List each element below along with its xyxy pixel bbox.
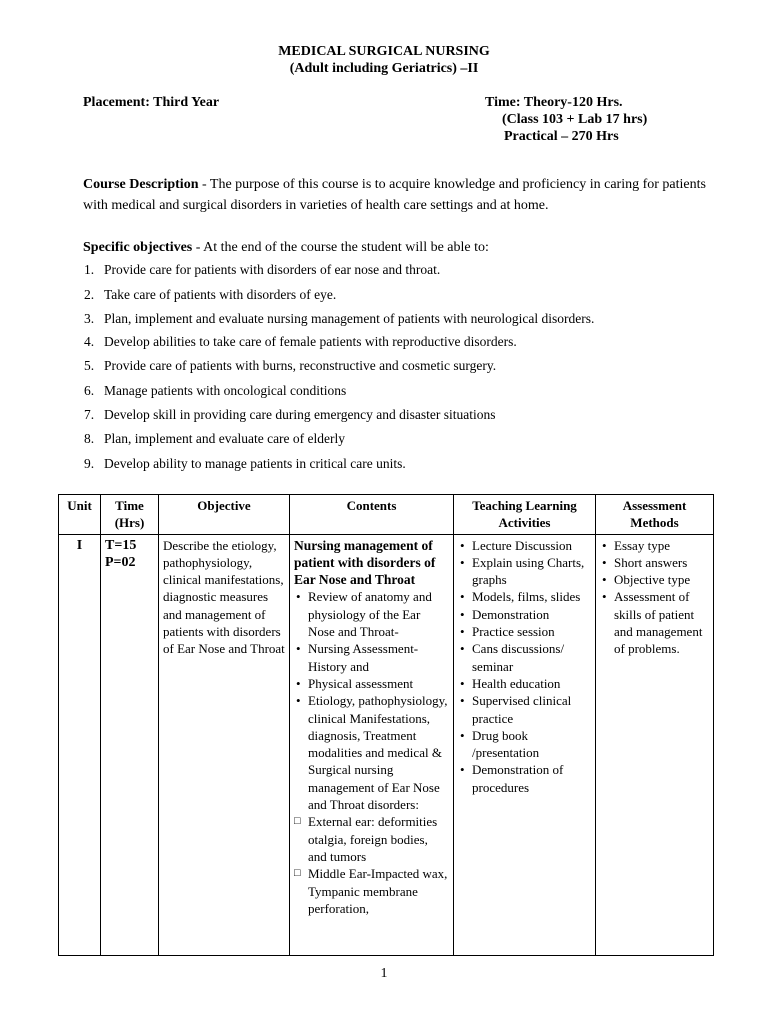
assessment-cell <box>596 534 714 955</box>
list-item: • Explain using Charts, graphs <box>458 554 591 589</box>
objective-item: 2. Take care of patients with disorders of eye. <box>84 287 337 302</box>
assessment-list <box>600 537 709 658</box>
list-item: □ Middle Ear-Impacted wax, Tympanic membrane perforation, <box>294 865 449 917</box>
objective-item: 7. Develop skill in providing care during emergency and disaster situations <box>84 407 496 422</box>
time-practical-value: P=02 <box>105 554 136 570</box>
contents-list <box>294 588 449 813</box>
list-item: • Review of anatomy and physiology of the Ear Nose and Throat- <box>294 588 449 640</box>
objective-item: 5. Provide care of patients with burns, reconstructive and cosmetic surgery. <box>84 358 497 373</box>
syllabus-table <box>58 494 714 956</box>
list-item: • Etiology, pathophysiology, clinical Manifestations, diagnosis, Treatment modalities and medical & Surgical nursing management of Ear Nose and Throat disorders: <box>294 692 449 813</box>
course-description-label: Course Description <box>83 177 199 192</box>
header-unit: Unit <box>59 495 101 535</box>
objective-item: 6. Manage patients with oncological conditions <box>84 383 347 398</box>
activities-list <box>458 537 591 796</box>
list-item: • Essay type <box>600 537 709 554</box>
header-teaching: Teaching Learning Activities <box>454 495 596 535</box>
time-class: (Class 103 + Lab 17 hrs) <box>502 112 648 127</box>
objective-item: 8. Plan, implement and evaluate care of elderly <box>84 431 346 446</box>
list-item: • Assessment of skills of patient and management of problems. <box>600 588 709 657</box>
list-item: • Demonstration of procedures <box>458 761 591 796</box>
table-row <box>59 534 714 955</box>
objective-item: 3. Plan, implement and evaluate nursing management of patients with neurological disorders. <box>84 311 595 326</box>
course-description <box>83 174 713 216</box>
contents-cell <box>290 534 454 955</box>
unit-cell: I <box>59 534 101 955</box>
header-objective: Objective <box>159 495 290 535</box>
activities-cell <box>454 534 596 955</box>
document-subtitle: (Adult including Geriatrics) –II <box>289 61 479 76</box>
list-item: • Drug book /presentation <box>458 727 591 762</box>
list-item: • Practice session <box>458 623 591 640</box>
list-item: • Physical assessment <box>294 675 449 692</box>
specific-objectives-intro: - At the end of the course the student will be able to: <box>192 240 489 255</box>
header-contents: Contents <box>290 495 454 535</box>
specific-objectives <box>83 237 713 258</box>
header-assessment: Assessment Methods <box>596 495 714 535</box>
list-item: • Demonstration <box>458 606 591 623</box>
contents-heading: Nursing management of patient with disorders of Ear Nose and Throat <box>294 537 436 588</box>
list-item: □ External ear: deformities otalgia, foreign bodies, and tumors <box>294 813 449 865</box>
list-item: • Lecture Discussion <box>458 537 591 554</box>
list-item: • Short answers <box>600 554 709 571</box>
objective-item: 1. Provide care for patients with disorders of ear nose and throat. <box>84 262 441 277</box>
list-item: • Nursing Assessment-History and <box>294 640 449 675</box>
header-time: Time (Hrs) <box>101 495 159 535</box>
time-theory-value: T=15 <box>105 537 137 553</box>
list-item: • Objective type <box>600 571 709 588</box>
list-item: • Cans discussions/ seminar <box>458 640 591 675</box>
objective-item: 9. Develop ability to manage patients in critical care units. <box>84 456 406 471</box>
time-cell <box>101 534 159 955</box>
objective-cell: Describe the etiology, pathophysiology, clinical manifestations, diagnostic measures and management of patients with disorders of Ear Nose and Throat <box>159 534 290 955</box>
course-description-text: - The purpose of this course is to acquire knowledge and proficiency in caring for patients with medical and surgical disorders in varieties of health care settings and at home. <box>83 177 706 213</box>
list-item: • Health education <box>458 675 591 692</box>
objective-item: 4. Develop abilities to take care of female patients with reproductive disorders. <box>84 334 517 349</box>
list-item: • Supervised clinical practice <box>458 692 591 727</box>
list-item: • Models, films, slides <box>458 588 591 605</box>
page-number: 1 <box>380 966 388 981</box>
table-header-row <box>59 495 714 535</box>
placement-label: Placement: Third Year <box>83 95 220 110</box>
contents-sublist <box>294 813 449 917</box>
document-title: MEDICAL SURGICAL NURSING <box>278 44 490 59</box>
time-practical: Practical – 270 Hrs <box>504 129 619 144</box>
specific-objectives-label: Specific objectives <box>83 240 193 255</box>
time-theory: Time: Theory-120 Hrs. <box>485 95 623 110</box>
